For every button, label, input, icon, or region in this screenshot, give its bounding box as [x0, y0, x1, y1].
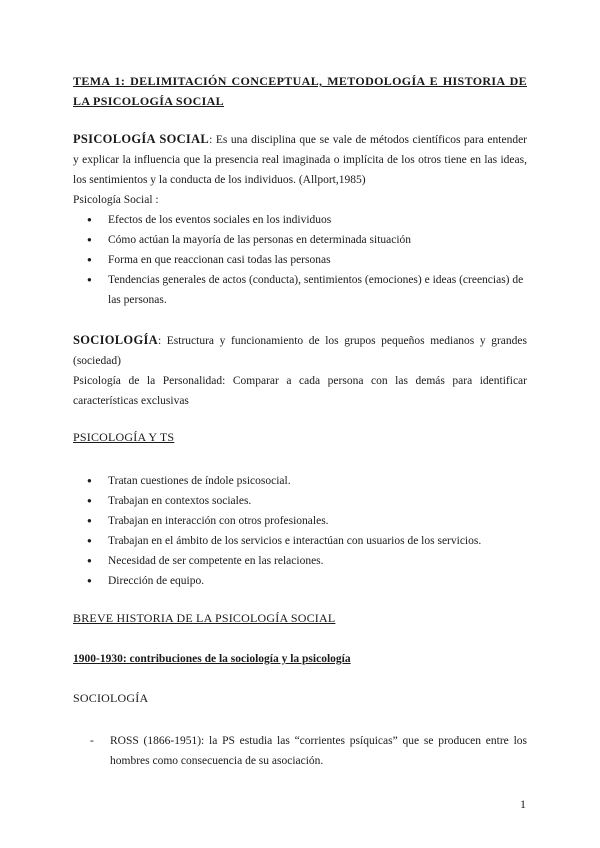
list-item: - ROSS (1866-1951): la PS estudia las “corrientes psíquicas” que se producen entre los hombres como consecuencia de su asociación.: [90, 731, 527, 771]
psicologia-social-list: [85, 210, 527, 310]
historia-section-label: SOCIOLOGÍA: [73, 691, 149, 705]
page-number: 1: [520, 797, 526, 811]
sociologia-text: : Estructura y funcionamiento de los grupos pequeños medianos y grandes (sociedad): [73, 335, 527, 367]
list-item: ● Tendencias generales de actos (conducta), sentimientos (emociones) e ideas (creencias) de las personas.: [85, 270, 527, 310]
list-item: ● Trabajan en contextos sociales.: [85, 491, 527, 511]
psicologia-social-text: : Es una disciplina que se vale de métodos científicos para entender y explicar la influencia que la presencia real imaginada o implícita de los otros tiene en las ideas, los sentimientos y la conducta de los individuos. (Allport,1985): [73, 134, 527, 186]
document-title: TEMA 1: DELIMITACIÓN CONCEPTUAL, METODOLOGÍA E HISTORIA DE LA PSICOLOGÍA SOCIAL: [73, 74, 527, 108]
personalidad-text: Psicología de la Personalidad: Comparar a cada persona con las demás para identificar características exclusivas: [73, 375, 527, 407]
list-item: ● Forma en que reaccionan casi todas las personas: [85, 250, 527, 270]
list-item: ● Dirección de equipo.: [85, 571, 527, 591]
psicologia-ts-list: [85, 471, 527, 591]
psicologia-social-list-label: Psicología Social :: [73, 194, 159, 206]
psicologia-social-term: PSICOLOGÍA SOCIAL: [73, 132, 210, 146]
list-item: ● Cómo actúan la mayoría de las personas en determinada situación: [85, 230, 527, 250]
list-item: ● Necesidad de ser competente en las relaciones.: [85, 551, 527, 571]
sociologia-term: SOCIOLOGÍA: [73, 333, 158, 347]
historia-heading: BREVE HISTORIA DE LA PSICOLOGÍA SOCIAL: [73, 611, 336, 625]
psicologia-ts-heading: PSICOLOGÍA Y TS: [73, 430, 175, 444]
list-item: ● Tratan cuestiones de índole psicosocial.: [85, 471, 527, 491]
psicologia-social-definition: [73, 129, 527, 210]
list-item: ● Trabajan en el ámbito de los servicios e interactúan con usuarios de los servicios.: [85, 531, 527, 551]
historia-period-heading: 1900-1930: contribuciones de la sociología y la psicología: [73, 653, 351, 665]
historia-list: [90, 731, 527, 771]
list-item: ● Efectos de los eventos sociales en los individuos: [85, 210, 527, 230]
list-item: ● Trabajan en interacción con otros profesionales.: [85, 511, 527, 531]
sociologia-section: [73, 330, 527, 411]
